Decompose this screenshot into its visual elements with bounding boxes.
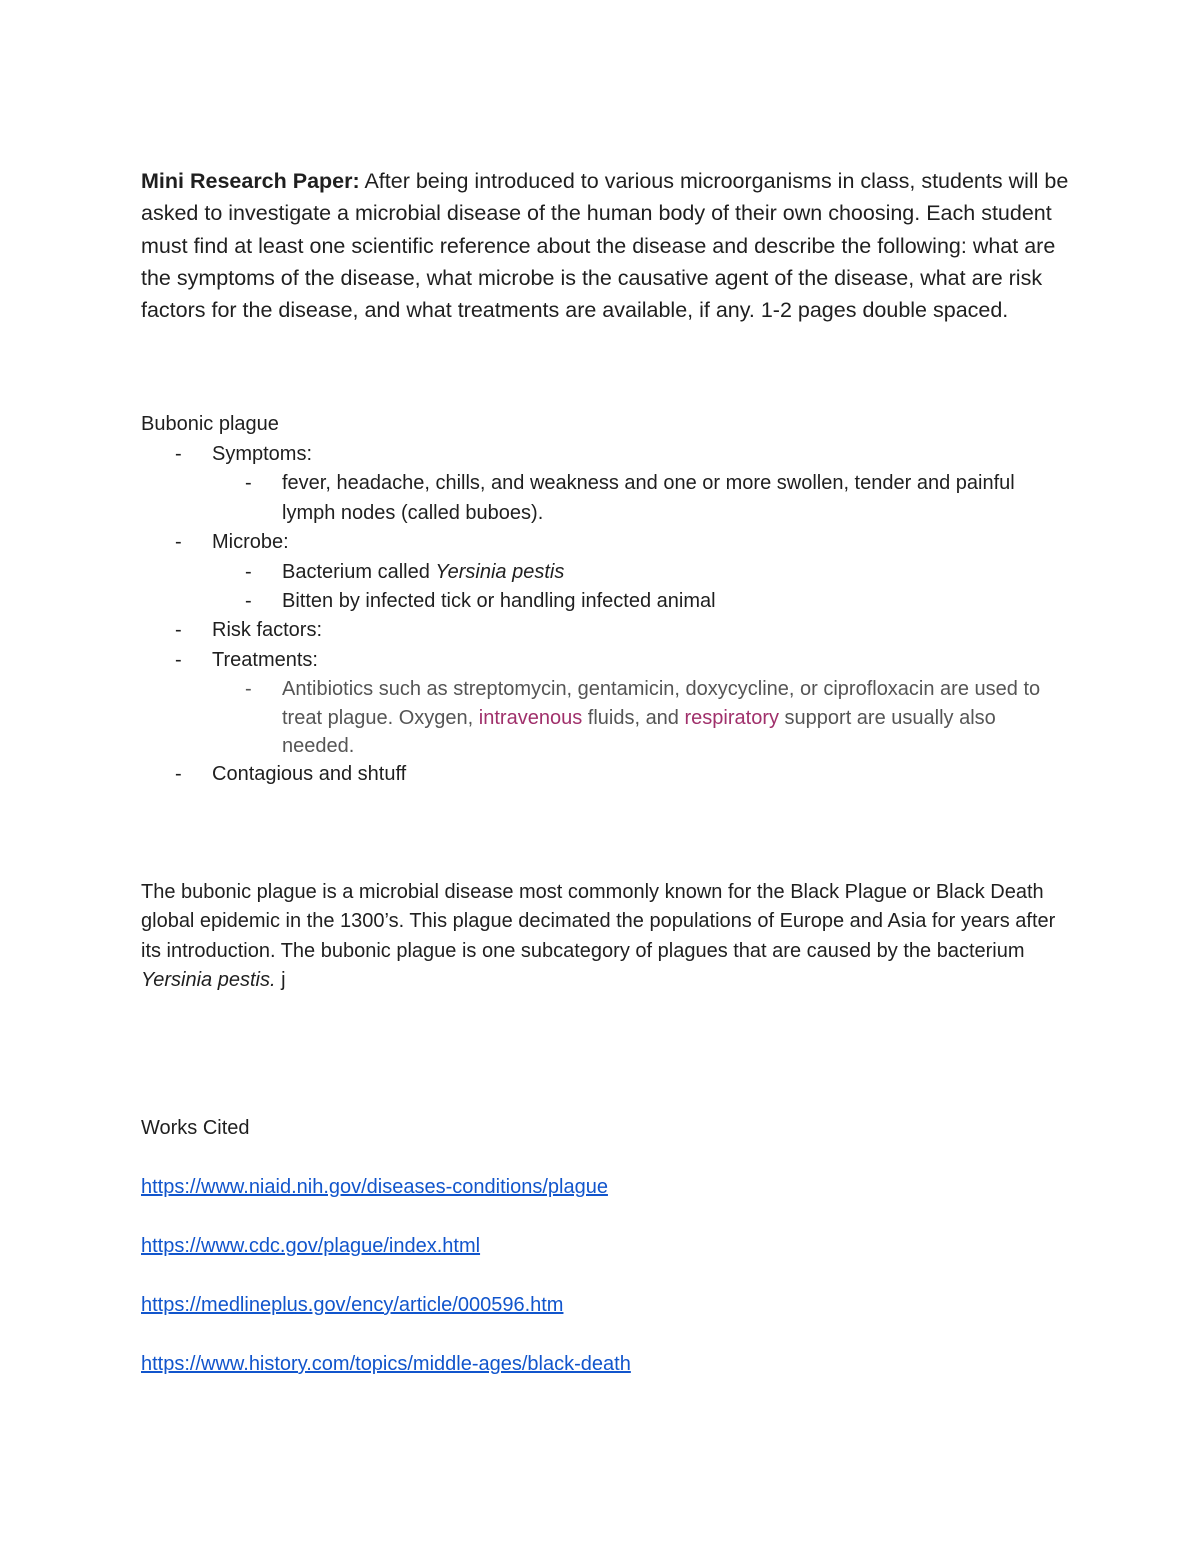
list-item-symptoms-detail [141, 469, 1071, 528]
intro-text: After being introduced to various microorganisms in class, students will be asked to investigate a microbial disease of the human body of their own choosing. Each student must find at least one scientific reference about the disease and describe the following: what are the symptoms of the disease, what microbe is the causative agent of the disease, what are risk factors for the disease, and what treatments are available, if any. 1-2 pages double spaced. [141, 169, 1069, 323]
contagious-label: Contagious and shtuff [212, 763, 407, 786]
list-item-risk-factors [141, 616, 1071, 645]
outline-list [141, 440, 1071, 790]
citation-link-cdc[interactable]: https://www.cdc.gov/plague/index.html [141, 1235, 481, 1257]
list-dash: - [175, 443, 182, 465]
list-item-microbe-transmission [141, 587, 1071, 616]
list-dash: - [175, 648, 182, 671]
works-cited-title: Works Cited [141, 1117, 250, 1139]
list-dash: - [245, 472, 252, 495]
intro-label: Mini Research Paper: [141, 169, 360, 193]
treatment-term-intravenous: intravenous [478, 706, 583, 729]
list-item-treatments [141, 646, 1071, 675]
citation-link-history[interactable]: https://www.history.com/topics/middle-ages/black-death [141, 1353, 631, 1375]
symptoms-label: Symptoms: [212, 443, 313, 465]
treatments-label: Treatments: [212, 648, 318, 671]
treatment-term-respiratory: respiratory [684, 706, 779, 729]
treatment-text-1: Antibiotics such as streptomycin, gentamicin, doxycycline, or ciprofloxacin are used to treat plague. Oxygen, [282, 678, 1041, 729]
microbe-species-name: Yersinia pestis [435, 560, 565, 583]
list-dash: - [175, 531, 182, 554]
list-dash: - [245, 590, 252, 613]
symptoms-detail: fever, headache, chills, and weakness and one or more swollen, tender and painful lymph nodes (called buboes). [282, 472, 1015, 524]
outline-title: Bubonic plague [141, 413, 279, 435]
list-dash: - [175, 619, 182, 642]
list-item-treatments-detail [141, 675, 1071, 760]
paragraph-tail: j [275, 969, 286, 992]
paragraph-text: The bubonic plague is a microbial disease most commonly known for the Black Plague or Black Death global epidemic in the 1300’s. This plague decimated the populations of Europe and Asia for years after its introduction. The bubonic plague is one subcategory of plagues that are caused by the bacterium [141, 881, 1056, 962]
list-dash: - [245, 678, 252, 701]
assignment-intro [141, 165, 1071, 326]
list-item-contagious [141, 760, 1071, 789]
microbe-transmission: Bitten by infected tick or handling infected animal [282, 590, 716, 613]
microbe-label: Microbe: [212, 531, 289, 554]
body-paragraph [141, 878, 1071, 996]
paragraph-species-name: Yersinia pestis. [141, 969, 276, 992]
citation-link-niaid[interactable]: https://www.niaid.nih.gov/diseases-conditions/plague [141, 1176, 608, 1198]
risk-factors-label: Risk factors: [212, 619, 323, 642]
microbe-detail-prefix: Bacterium called [282, 560, 436, 583]
treatment-text-2: fluids, and [582, 706, 685, 729]
list-item-microbe [141, 528, 1071, 557]
list-item-symptoms [141, 440, 1071, 469]
list-dash: - [175, 763, 182, 786]
citation-link-medlineplus[interactable]: https://medlineplus.gov/ency/article/000596.htm [141, 1294, 564, 1316]
treatment-text-3: support are usually also needed. [282, 706, 996, 758]
list-dash: - [245, 560, 252, 583]
list-item-microbe-detail [141, 558, 1071, 587]
